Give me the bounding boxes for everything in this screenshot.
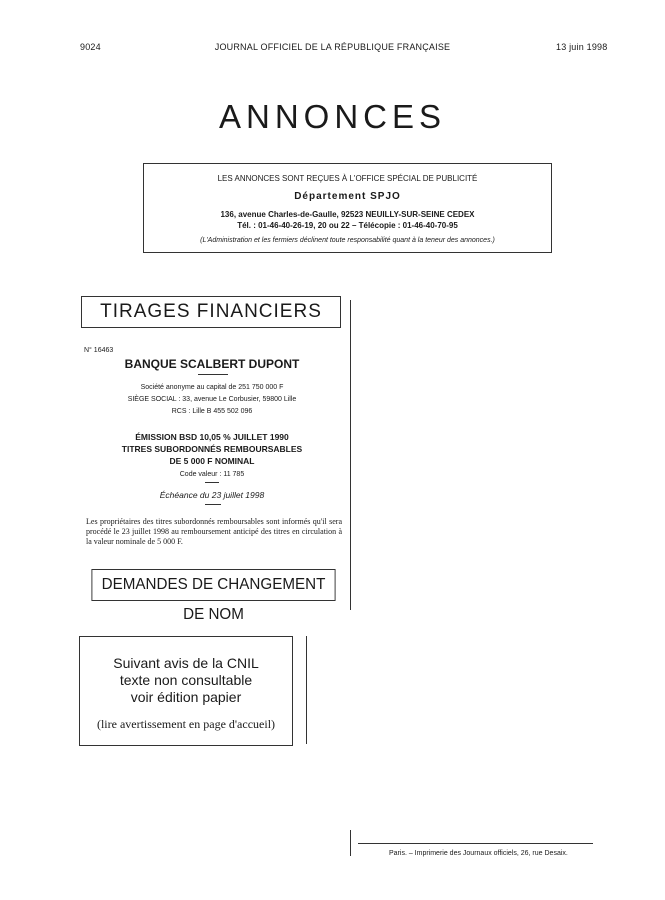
notice-line: LES ANNONCES SONT REÇUES À L'OFFICE SPÉCIAL DE PUBLICITÉ (217, 174, 478, 183)
cnil-note: (lire avertissement en page d'accueil) (96, 717, 276, 731)
announcement-number: N° 16463 (84, 347, 114, 354)
divider (205, 482, 219, 483)
cnil-line-1: Suivant avis de la CNIL (113, 655, 259, 671)
issue-date: 13 juin 1998 (556, 42, 608, 52)
footer-rule (350, 830, 351, 856)
emission-line-2: TITRES SUBORDONNÉS REMBOURSABLES (121, 444, 303, 454)
page-number: 9024 (80, 42, 101, 52)
notice-department: Département SPJO (294, 191, 401, 202)
company-name: BANQUE SCALBERT DUPONT (124, 357, 300, 371)
notice-disclaimer: (L'Administration et les fermiers déclinent toute responsabilité quant à la teneur des annonces.) (200, 237, 495, 244)
cnil-side-rule (306, 636, 307, 744)
footer-divider (358, 843, 593, 844)
notice-address: 136, avenue Charles-de-Gaulle, 92523 NEUILLY-SUR-SEINE CEDEX (220, 210, 475, 219)
section-heading-tirages: TIRAGES FINANCIERS (81, 296, 341, 328)
column-rule (350, 300, 351, 610)
company-capital: Société anonyme au capital de 251 750 000 F (140, 384, 284, 391)
imprint: Paris. – Imprimerie des Journaux officiels, 26, rue Desaix. (389, 850, 568, 857)
divider (198, 374, 228, 375)
cnil-line-3: voir édition papier (130, 689, 242, 705)
cnil-notice-box (79, 636, 293, 746)
journal-title: JOURNAL OFFICIEL DE LA RÉPUBLIQUE FRANÇAISE (214, 42, 451, 52)
company-siege: SIÈGE SOCIAL : 33, avenue Le Corbusier, 59800 Lille (127, 396, 297, 403)
notice-phone: Tél. : 01-46-40-26-19, 20 ou 22 – Télécopie : 01-46-40-70-95 (237, 221, 458, 230)
emission-line-3: DE 5 000 F NOMINAL (169, 456, 255, 466)
divider (205, 504, 221, 505)
company-rcs: RCS : Lille B 455 502 096 (171, 408, 253, 415)
echeance: Échéance du 23 juillet 1998 (159, 490, 265, 500)
cnil-line-2: texte non consultable (119, 672, 253, 688)
emission-line-1: ÉMISSION BSD 10,05 % JUILLET 1990 (135, 432, 289, 442)
code-valeur: Code valeur : 11 785 (179, 471, 245, 478)
section-heading-demandes: DEMANDES DE CHANGEMENT DE NOM (91, 569, 335, 601)
notice-box (143, 163, 552, 253)
announcement-body: Les propriétaires des titres subordonnés remboursables sont informés qu'il sera procédé le 23 juillet 1998 au remboursement anticipé des titres en circulation à la valeur nominale de 5 000 F. (86, 517, 342, 546)
page-title: ANNONCES (218, 98, 447, 135)
